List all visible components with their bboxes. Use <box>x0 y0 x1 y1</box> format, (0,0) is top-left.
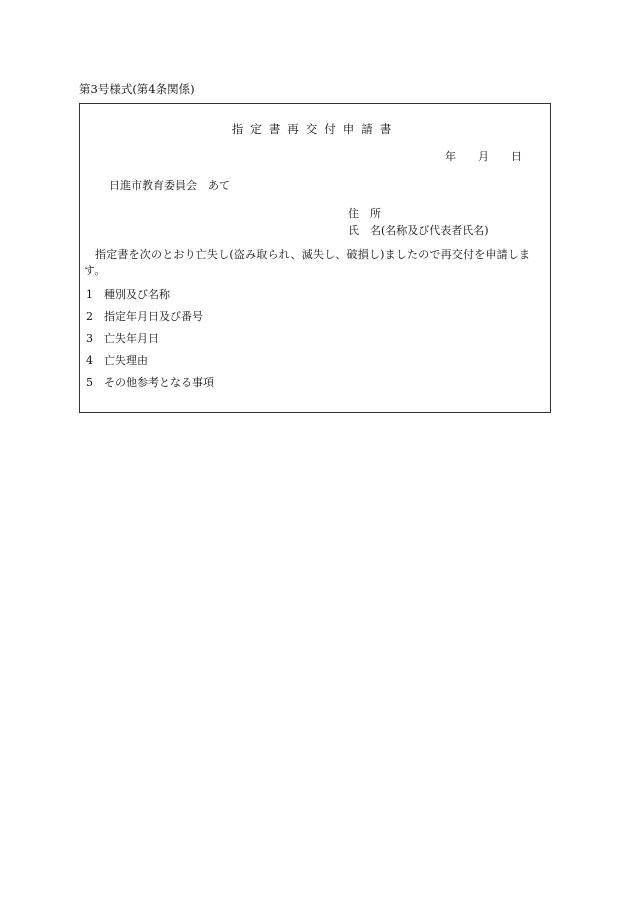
item-list <box>86 287 214 397</box>
list-item <box>86 309 214 331</box>
item-number: 3 <box>86 332 93 345</box>
item-label: 亡失年月日 <box>104 332 159 345</box>
name-label: 氏 名(名称及び代表者氏名) <box>348 224 489 237</box>
list-item <box>86 287 214 309</box>
document-title: 指定書再交付申請書 <box>231 122 399 136</box>
application-form-box <box>79 103 551 413</box>
form-number: 第3号様式(第4条関係) <box>79 82 195 96</box>
item-label: 亡失理由 <box>104 354 148 367</box>
item-label: 指定年月日及び番号 <box>104 310 203 323</box>
request-statement: 指定書を次のとおり亡失し(盗み取られ、滅失し、破損し)ましたので再交付を申請します。 <box>84 248 531 277</box>
item-number: 5 <box>86 376 93 389</box>
addressee: 日進市教育委員会 あて <box>109 179 230 192</box>
item-label: その他参考となる事項 <box>104 376 214 389</box>
item-label: 種別及び名称 <box>104 288 170 301</box>
applicant-block <box>348 205 489 239</box>
list-item <box>86 375 214 397</box>
address-label: 住 所 <box>348 207 381 220</box>
item-number: 2 <box>86 310 93 323</box>
item-number: 4 <box>86 354 93 367</box>
list-item <box>86 331 214 353</box>
date-line: 年 月 日 <box>445 150 522 163</box>
list-item <box>86 353 214 375</box>
item-number: 1 <box>86 288 93 301</box>
